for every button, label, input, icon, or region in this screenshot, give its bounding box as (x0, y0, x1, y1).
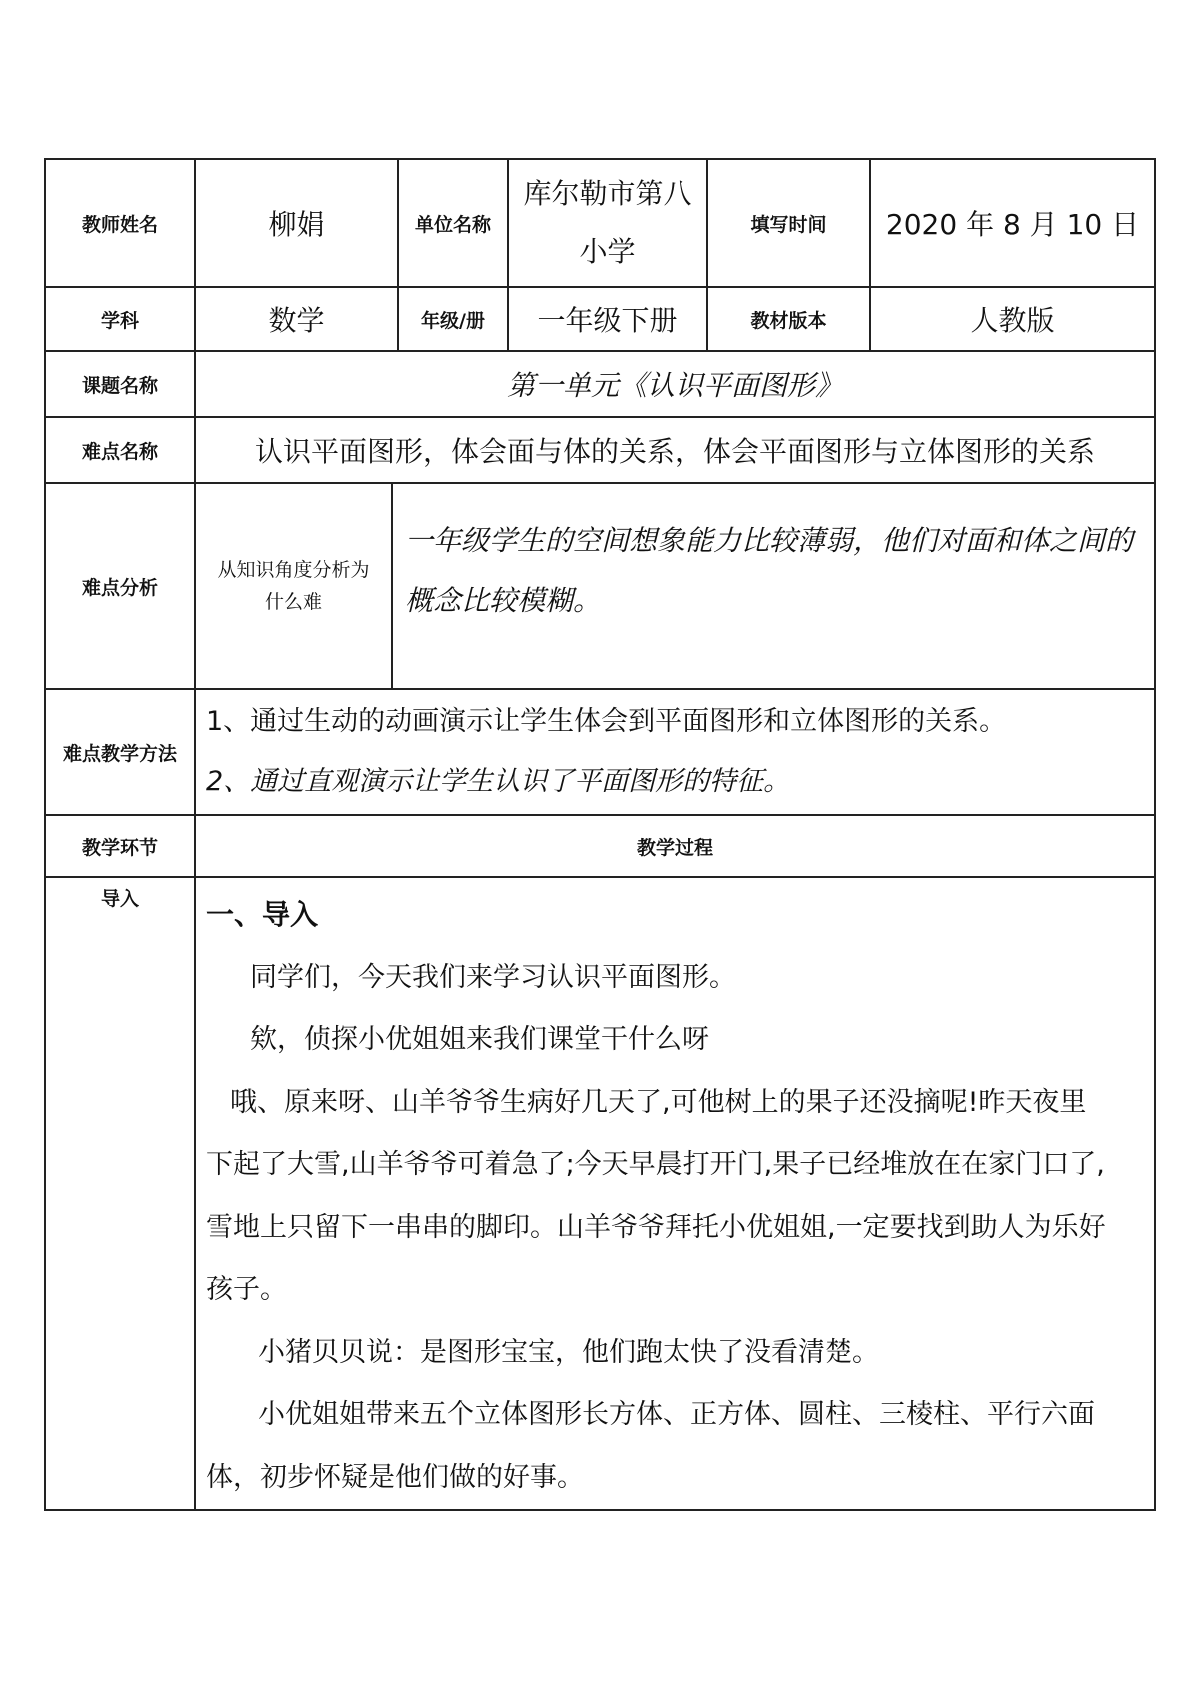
unit-label: 单位名称 (398, 159, 508, 287)
subject-value: 数学 (195, 287, 398, 351)
difficulty-row (45, 417, 1155, 483)
analysis-sublabel (195, 483, 392, 689)
intro-stage-label: 导入 (45, 877, 195, 1510)
analysis-text (392, 483, 1155, 689)
unit-value-line1: 库尔勒市第八 (523, 177, 692, 210)
analysis-text-line2: 概念比较模糊。 (405, 584, 602, 617)
grade-value: 一年级下册 (508, 287, 707, 351)
intro-paragraph-5-line-2: 体，初步怀疑是他们做的好事。 (206, 1461, 584, 1493)
lesson-plan-table (44, 158, 1156, 1511)
process-column-label: 教学过程 (195, 815, 1155, 877)
date-label: 填写时间 (707, 159, 870, 287)
method-row (45, 689, 1155, 815)
topic-row (45, 351, 1155, 417)
difficulty-value: 认识平面图形，体会面与体的关系，体会平面图形与立体图形的关系 (195, 417, 1155, 483)
intro-paragraph-3-line-2: 下起了大雪,山羊爷爷可着急了;今天早晨打开门,果子已经堆放在在家门口了, (206, 1149, 1105, 1180)
intro-paragraph-1: 同学们，今天我们来学习认识平面图形。 (250, 961, 736, 993)
intro-paragraph-3-line-4: 孩子。 (206, 1274, 287, 1305)
intro-content (195, 877, 1155, 1510)
analysis-sublabel-line2: 什么难 (264, 591, 322, 613)
teacher-name-value: 柳娟 (195, 159, 398, 287)
unit-value (508, 159, 707, 287)
subject-label: 学科 (45, 287, 195, 351)
date-value: 2020 年 8 月 10 日 (870, 159, 1155, 287)
intro-paragraph-3-line-3: 雪地上只留下一串串的脚印。山羊爷爷拜托小优姐姐,一定要找到助人为乐好 (206, 1211, 1106, 1243)
analysis-label: 难点分析 (45, 483, 195, 689)
method-item-1: 1、通过生动的动画演示让学生体会到平面图形和立体图形的关系。 (206, 706, 1007, 737)
intro-row (45, 877, 1155, 1510)
teacher-name-label: 教师姓名 (45, 159, 195, 287)
header-row (45, 159, 1155, 287)
difficulty-label: 难点名称 (45, 417, 195, 483)
topic-value: 第一单元《认识平面图形》 (195, 351, 1155, 417)
course-row (45, 287, 1155, 351)
edition-value: 人教版 (870, 287, 1155, 351)
analysis-sublabel-line1: 从知识角度分析为 (217, 559, 370, 581)
analysis-row (45, 483, 1155, 689)
analysis-text-line1: 一年级学生的空间想象能力比较薄弱，他们对面和体之间的 (405, 524, 1134, 557)
method-content (195, 689, 1155, 815)
intro-paragraph-3-line-1: 哦、原来呀、山羊爷爷生病好几天了,可他树上的果子还没摘呢!昨天夜里 (230, 1086, 1087, 1118)
edition-label: 教材版本 (707, 287, 870, 351)
intro-heading: 一、导入 (206, 898, 319, 931)
method-item-2: 2、通过直观演示让学生认识了平面图形的特征。 (206, 766, 791, 797)
intro-paragraph-4: 小猪贝贝说：是图形宝宝，他们跑太快了没看清楚。 (258, 1336, 879, 1368)
stage-column-label: 教学环节 (45, 815, 195, 877)
topic-label: 课题名称 (45, 351, 195, 417)
intro-paragraph-2: 欸，侦探小优姐姐来我们课堂干什么呀 (250, 1024, 709, 1055)
process-header-row (45, 815, 1155, 877)
intro-paragraph-5-line-1: 小优姐姐带来五个立体图形长方体、正方体、圆柱、三棱柱、平行六面 (258, 1399, 1095, 1430)
grade-label: 年级/册 (398, 287, 508, 351)
unit-value-line2: 小学 (579, 235, 636, 268)
method-label: 难点教学方法 (45, 689, 195, 815)
